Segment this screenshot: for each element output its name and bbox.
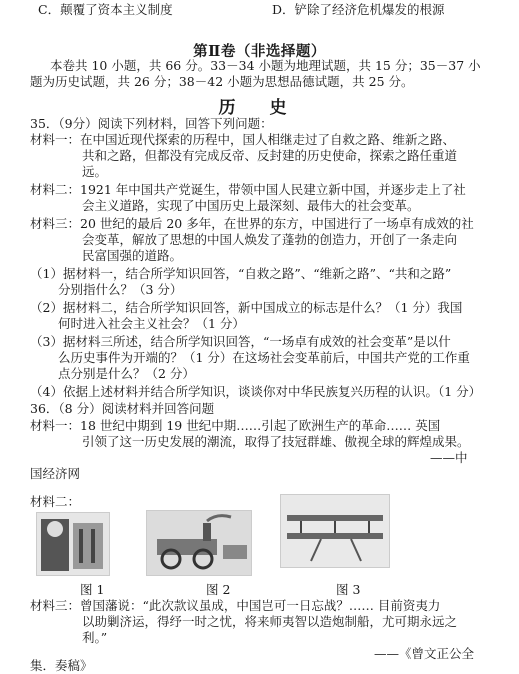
q35-material3-line1: 材料三：20 世纪的最后 20 多年，在世界的东方，中国进行了一场卓有成效的社 [30,216,474,231]
q35-sub3-line3: 点分别是什么？（2 分） [58,366,195,381]
q35-sub2-line1: （2）据材料二，结合所学知识回答，新中国成立的标志是什么？（1 分）我国 [30,300,463,315]
q36-material2-label: 材料二： [30,494,81,509]
figure2-caption: 图 2 [206,582,231,597]
q36-head: 36．（8 分）阅读材料并回答问题 [30,401,215,416]
q35-sub1-line1: （1）据材料一，结合所学知识回答，“自救之路”、“维新之路”、“共和之路” [30,266,452,281]
q35-sub3-line2: 么历史事件为开端的？（1 分）在这场社会变革前后，中国共产党的工作重 [58,350,470,365]
q36-material3-line3: 利。” [82,630,108,645]
q35-material3-line3: 民富国强的道路。 [82,248,183,263]
q35-material3-line2: 会变革，解放了思想的中国人焕发了蓬勃的创造力，开创了一条走向 [82,232,458,247]
figure1-caption: 图 1 [80,582,105,597]
option-d: D．铲除了经济危机爆发的根源 [272,2,445,17]
part2-title: 第Ⅱ卷（非选择题） [193,43,326,60]
q36-material3-line1: 材料三：曾国藩说：“此次款议虽成，中国岂可一日忘战？…… 目前资夷力 [30,598,441,613]
q36-material1-source2: 国经济网 [30,466,81,481]
q36-material1-line2: 引领了这一历史发展的潮流，取得了技冠群雄、傲视全球的辉煌成果。 [82,434,470,449]
q35-sub3-line1: （3）据材料三所述，结合所学知识回答，“一场卓有成效的社会变革”是以什 [30,334,451,349]
figure3-caption: 图 3 [336,582,361,597]
q35-sub1-line2: 分别指什么？（3 分） [58,282,183,297]
part2-intro-line1: 本卷共 10 小题，共 66 分。33－34 小题为地理试题，共 15 分；35－37 小 [50,58,481,73]
section-title: 历 史 [218,98,301,118]
q35-material1-line2: 共和之路，但都没有完成反帝、反封建的历史使命，探索之路任重道 [82,148,458,163]
q36-material3-source2: 集．奏稿》 [30,658,93,673]
figure2-image [146,510,252,576]
q35-material2-line1: 材料二：1921 年中国共产党诞生，带领中国人民建立新中国，并逐步走上了社 [30,182,466,197]
figure3-image [280,494,390,568]
q36-material1-line1: 材料一：18 世纪中期到 19 世纪中期……引起了欧洲生产的革命…… 英国 [30,418,441,433]
q35-material1-line1: 材料一：在中国近现代探索的历程中，国人相继走过了自救之路、维新之路、 [30,132,456,147]
option-c: C．颠覆了资本主义制度 [38,2,173,17]
q36-material1-source1: ——中 [430,450,468,465]
figure1-image [36,512,110,576]
q35-head: 35．（9分）阅读下列材料，回答下列问题： [30,116,273,131]
q36-material3-source1: ——《曾文正公全 [374,646,475,661]
q36-material3-line2: 以助剿济运，得纾一时之忧，将来师夷智以造炮制船，尤可期永远之 [82,614,458,629]
part2-intro-line2: 题为历史试题，共 26 分；38－42 小题为思想品德试题，共 25 分。 [30,74,414,89]
q35-material2-line2: 会主义道路，实现了中国历史上最深刻、最伟大的社会变革。 [82,198,420,213]
q35-sub4: （4）依据上述材料并结合所学知识，谈谈你对中华民族复兴历程的认识。（1 分） [30,384,482,399]
q35-material1-line3: 远。 [82,164,108,179]
q35-sub2-line2: 何时进入社会主义社会？（1 分） [58,316,245,331]
